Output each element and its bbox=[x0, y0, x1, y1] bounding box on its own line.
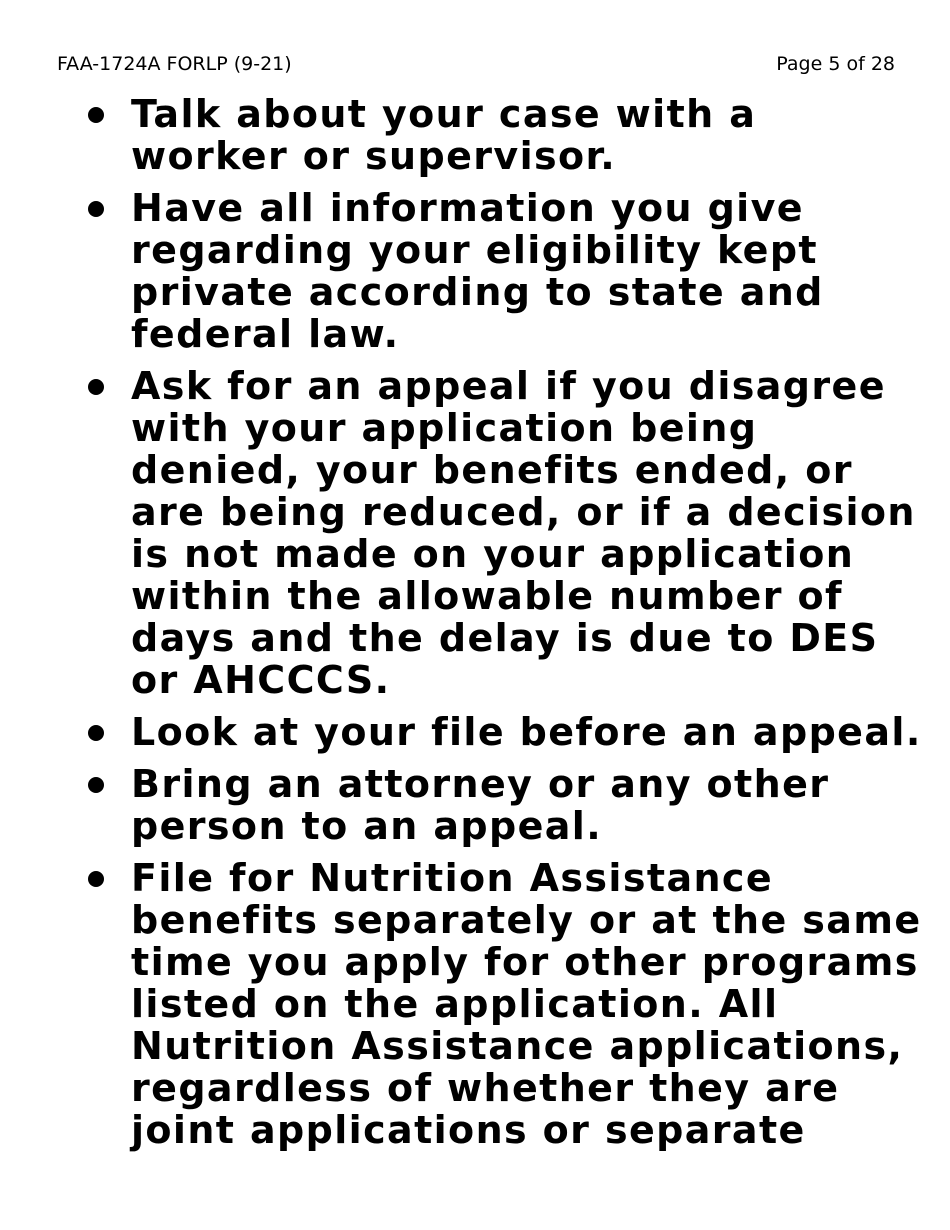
bullet-dot-icon bbox=[88, 725, 104, 741]
page-header bbox=[57, 52, 895, 76]
bullet-line: regardless of whether they are bbox=[131, 1066, 840, 1110]
bullet-item-discuss-case bbox=[0, 93, 950, 177]
bullet-line: listed on the application. All bbox=[131, 982, 779, 1026]
bullet-item-attorney bbox=[0, 763, 950, 847]
bullet-dot-icon bbox=[88, 379, 104, 395]
bullet-line: joint applications or separate bbox=[131, 1108, 806, 1152]
rights-bullet-list bbox=[0, 93, 950, 1161]
page-number: Page 5 of 28 bbox=[776, 53, 895, 75]
bullet-text bbox=[131, 187, 931, 355]
bullet-line: Bring an attorney or any other bbox=[131, 762, 830, 806]
bullet-line: regarding your eligibility kept bbox=[131, 228, 818, 272]
bullet-line: days and the delay is due to DES bbox=[131, 616, 879, 660]
bullet-text bbox=[131, 763, 931, 847]
bullet-line: person to an appeal. bbox=[131, 804, 603, 848]
bullet-item-privacy bbox=[0, 187, 950, 355]
bullet-line: are being reduced, or if a decision bbox=[131, 490, 916, 534]
bullet-text bbox=[131, 711, 931, 753]
bullet-line: Look at your file before an appeal. bbox=[131, 710, 922, 754]
bullet-line: time you apply for other programs bbox=[131, 940, 919, 984]
bullet-item-view-file bbox=[0, 711, 950, 753]
bullet-text bbox=[131, 857, 931, 1151]
bullet-line: or AHCCCS. bbox=[131, 658, 391, 702]
bullet-line: Nutrition Assistance applications, bbox=[131, 1024, 904, 1068]
bullet-line: worker or supervisor. bbox=[131, 134, 617, 178]
form-id: FAA-1724A FORLP (9-21) bbox=[57, 53, 292, 75]
bullet-line: private according to state and bbox=[131, 270, 824, 314]
bullet-dot-icon bbox=[88, 777, 104, 793]
bullet-item-appeal bbox=[0, 365, 950, 701]
bullet-dot-icon bbox=[88, 201, 104, 217]
bullet-line: within the allowable number of bbox=[131, 574, 843, 618]
bullet-text bbox=[131, 365, 931, 701]
bullet-line: benefits separately or at the same bbox=[131, 898, 922, 942]
bullet-text bbox=[131, 93, 931, 177]
bullet-line: is not made on your application bbox=[131, 532, 855, 576]
bullet-dot-icon bbox=[88, 107, 104, 123]
bullet-line: Ask for an appeal if you disagree bbox=[131, 364, 886, 408]
bullet-line: federal law. bbox=[131, 312, 400, 356]
bullet-dot-icon bbox=[88, 871, 104, 887]
bullet-line: Have all information you give bbox=[131, 186, 804, 230]
bullet-line: with your application being bbox=[131, 406, 758, 450]
bullet-line: denied, your benefits ended, or bbox=[131, 448, 853, 492]
bullet-item-nutrition-assistance bbox=[0, 857, 950, 1151]
bullet-line: File for Nutrition Assistance bbox=[131, 856, 774, 900]
bullet-line: Talk about your case with a bbox=[131, 92, 757, 136]
